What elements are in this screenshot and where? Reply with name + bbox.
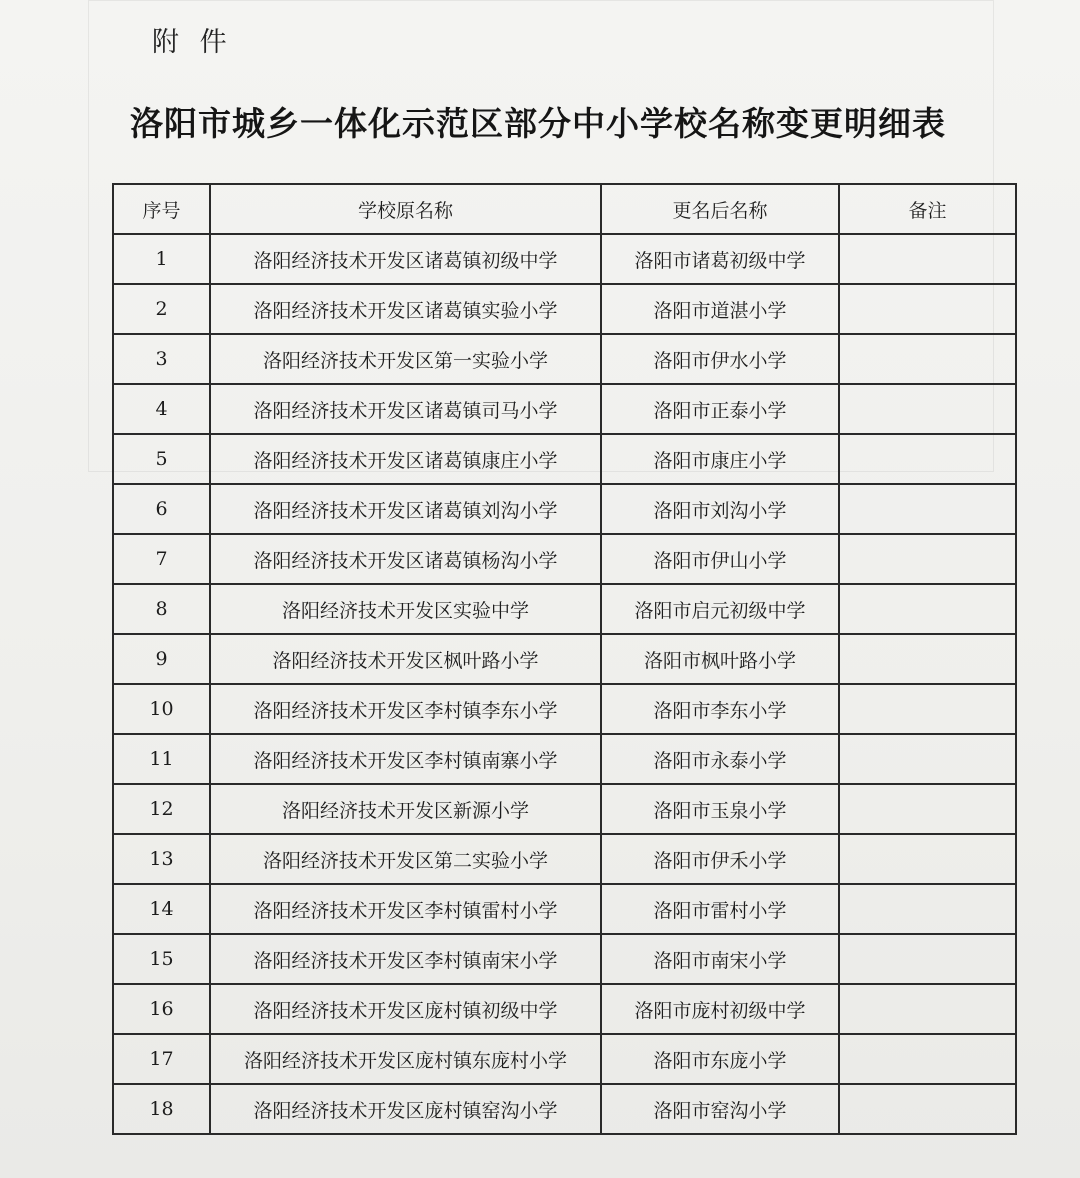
attachment-label: 附 件 [152,27,233,58]
cell-original-name: 洛阳经济技术开发区诸葛镇刘沟小学 [210,484,601,534]
cell-no: 5 [113,434,210,484]
table-row [113,634,1016,684]
table-row [113,684,1016,734]
cell-remarks [839,284,1016,334]
cell-remarks [839,884,1016,934]
table-row [113,884,1016,934]
cell-new-name: 洛阳市道湛小学 [601,284,839,334]
cell-original-name: 洛阳经济技术开发区李村镇南宋小学 [210,934,601,984]
cell-original-name: 洛阳经济技术开发区李村镇南寨小学 [210,734,601,784]
cell-no: 3 [113,334,210,384]
cell-remarks [839,834,1016,884]
cell-new-name: 洛阳市永泰小学 [601,734,839,784]
table-row [113,934,1016,984]
cell-remarks [839,234,1016,284]
cell-no: 1 [113,234,210,284]
table-row [113,984,1016,1034]
cell-new-name: 洛阳市刘沟小学 [601,484,839,534]
cell-remarks [839,534,1016,584]
table-row [113,784,1016,834]
table-row [113,484,1016,534]
cell-new-name: 洛阳市诸葛初级中学 [601,234,839,284]
table-row [113,1084,1016,1134]
cell-no: 16 [113,984,210,1034]
cell-original-name: 洛阳经济技术开发区新源小学 [210,784,601,834]
cell-new-name: 洛阳市南宋小学 [601,934,839,984]
table-row [113,434,1016,484]
cell-new-name: 洛阳市伊禾小学 [601,834,839,884]
table-row [113,1034,1016,1084]
table-row [113,334,1016,384]
table-row [113,734,1016,784]
cell-original-name: 洛阳经济技术开发区枫叶路小学 [210,634,601,684]
cell-remarks [839,384,1016,434]
cell-remarks [839,634,1016,684]
cell-original-name: 洛阳经济技术开发区实验中学 [210,584,601,634]
cell-remarks [839,484,1016,534]
cell-remarks [839,734,1016,784]
header-original-name: 学校原名称 [210,184,601,234]
cell-original-name: 洛阳经济技术开发区第一实验小学 [210,334,601,384]
table-row [113,384,1016,434]
cell-new-name: 洛阳市启元初级中学 [601,584,839,634]
table-row [113,284,1016,334]
table-row [113,534,1016,584]
cell-remarks [839,984,1016,1034]
cell-new-name: 洛阳市东庞小学 [601,1034,839,1084]
header-remarks: 备注 [839,184,1016,234]
cell-original-name: 洛阳经济技术开发区诸葛镇初级中学 [210,234,601,284]
cell-no: 6 [113,484,210,534]
cell-no: 17 [113,1034,210,1084]
cell-no: 18 [113,1084,210,1134]
cell-remarks [839,584,1016,634]
cell-no: 15 [113,934,210,984]
cell-no: 7 [113,534,210,584]
cell-new-name: 洛阳市枫叶路小学 [601,634,839,684]
cell-remarks [839,434,1016,484]
cell-new-name: 洛阳市康庄小学 [601,434,839,484]
cell-original-name: 洛阳经济技术开发区庞村镇东庞村小学 [210,1034,601,1084]
cell-original-name: 洛阳经济技术开发区李村镇李东小学 [210,684,601,734]
table-header-row [113,184,1016,234]
cell-new-name: 洛阳市雷村小学 [601,884,839,934]
table-row [113,234,1016,284]
cell-original-name: 洛阳经济技术开发区诸葛镇司马小学 [210,384,601,434]
name-change-table [112,183,1017,1135]
cell-no: 14 [113,884,210,934]
cell-remarks [839,334,1016,384]
header-no: 序号 [113,184,210,234]
cell-remarks [839,1034,1016,1084]
cell-no: 12 [113,784,210,834]
cell-new-name: 洛阳市正泰小学 [601,384,839,434]
cell-new-name: 洛阳市伊山小学 [601,534,839,584]
cell-no: 9 [113,634,210,684]
cell-new-name: 洛阳市玉泉小学 [601,784,839,834]
cell-original-name: 洛阳经济技术开发区庞村镇窑沟小学 [210,1084,601,1134]
cell-remarks [839,784,1016,834]
page-title: 洛阳市城乡一体化示范区部分中小学校名称变更明细表 [130,104,946,143]
cell-remarks [839,934,1016,984]
cell-no: 11 [113,734,210,784]
cell-new-name: 洛阳市李东小学 [601,684,839,734]
cell-no: 10 [113,684,210,734]
cell-no: 2 [113,284,210,334]
cell-original-name: 洛阳经济技术开发区庞村镇初级中学 [210,984,601,1034]
cell-original-name: 洛阳经济技术开发区李村镇雷村小学 [210,884,601,934]
table-row [113,834,1016,884]
cell-new-name: 洛阳市庞村初级中学 [601,984,839,1034]
cell-new-name: 洛阳市窑沟小学 [601,1084,839,1134]
table-row [113,584,1016,634]
cell-remarks [839,684,1016,734]
cell-original-name: 洛阳经济技术开发区第二实验小学 [210,834,601,884]
cell-original-name: 洛阳经济技术开发区诸葛镇康庄小学 [210,434,601,484]
cell-no: 8 [113,584,210,634]
cell-original-name: 洛阳经济技术开发区诸葛镇实验小学 [210,284,601,334]
cell-original-name: 洛阳经济技术开发区诸葛镇杨沟小学 [210,534,601,584]
table-body [113,234,1016,1134]
cell-remarks [839,1084,1016,1134]
cell-no: 4 [113,384,210,434]
header-new-name: 更名后名称 [601,184,839,234]
cell-no: 13 [113,834,210,884]
cell-new-name: 洛阳市伊水小学 [601,334,839,384]
